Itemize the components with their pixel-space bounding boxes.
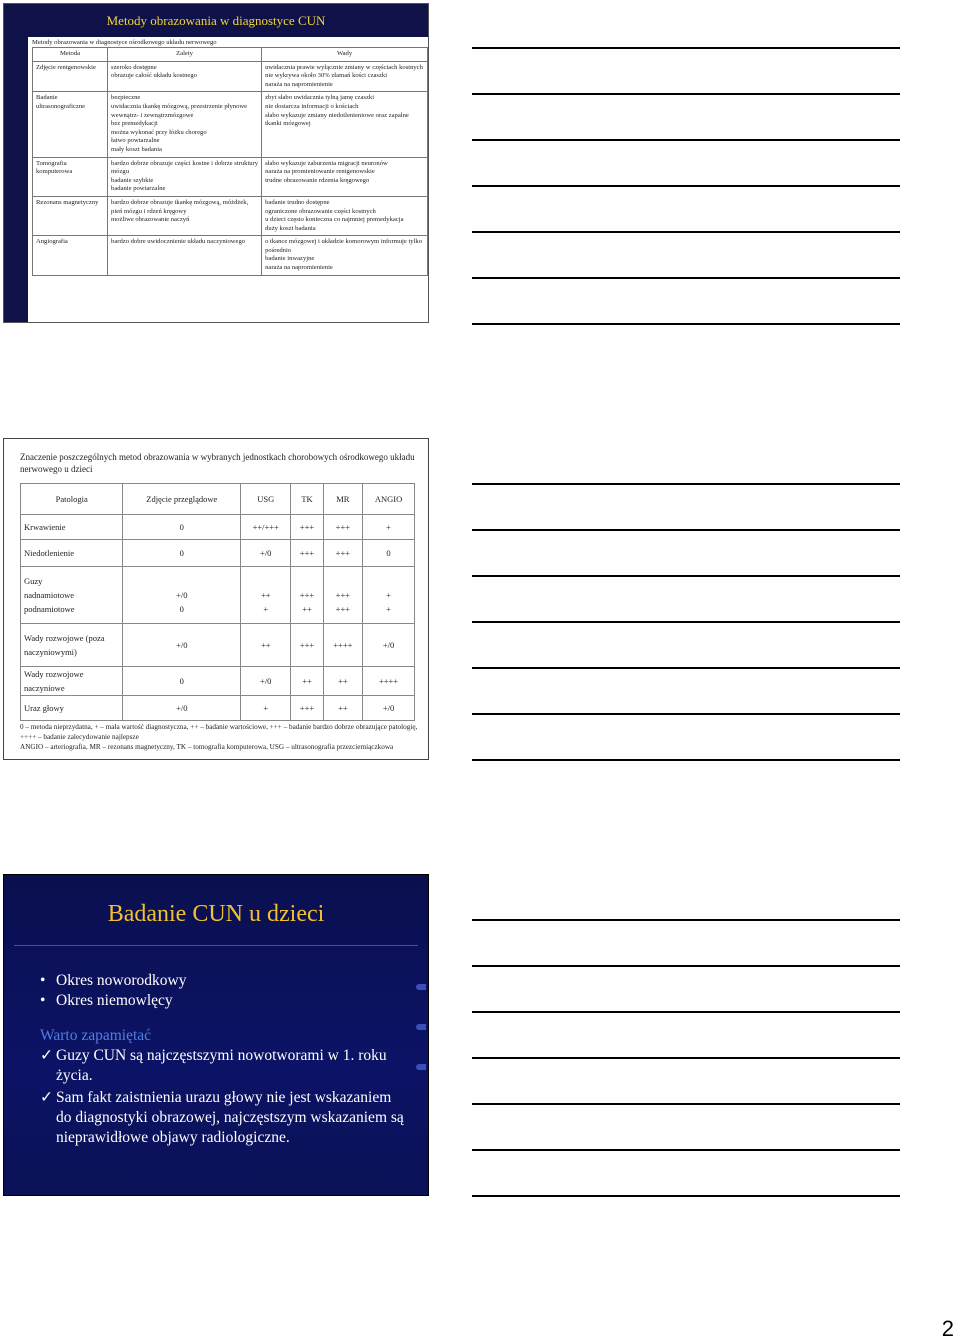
- checkmark-icon: ✓: [40, 1089, 53, 1106]
- table-cell: Wady rozwojowe (poza naczyniowymi): [21, 624, 123, 667]
- table-row: [33, 92, 428, 157]
- table-cell: Zdjęcie rentgenowskie: [33, 61, 108, 92]
- table-1-caption: Metody obrazowania w diagnostyce ośrodkowego układu nerwowego: [32, 39, 217, 46]
- column-header: Zdjęcie przeglądowe: [123, 484, 241, 515]
- table-cell: +: [241, 696, 291, 721]
- table-row: [33, 61, 428, 92]
- table-cell: o tkance mózgowej i układzie komorowym informuje tylko pośrednio badanie inwazyjne naraża na napromienienie: [262, 236, 428, 275]
- table-row: [21, 667, 415, 696]
- slide-3-body: [40, 971, 408, 1148]
- table-row: [33, 196, 428, 235]
- table-row: [21, 515, 415, 540]
- table-cell: +++: [291, 624, 323, 667]
- bullet-icon: •: [40, 972, 46, 989]
- table-cell: ++: [241, 624, 291, 667]
- table-row: [21, 567, 415, 624]
- slide-2: [3, 438, 429, 760]
- check-item: ✓ Guzy CUN są najczęstszymi nowotworami w 1. roku życia.: [40, 1047, 387, 1084]
- table-row: [21, 624, 415, 667]
- check-item: ✓ Sam fakt zaistnienia urazu głowy nie jest wskazaniem do diagnostyki obrazowej, najczęstszym wskazaniem są nieprawidłowe objawy radiologiczne.: [40, 1089, 404, 1146]
- notes-lines-1: [472, 47, 900, 369]
- table-cell: ++/+++: [241, 515, 291, 540]
- table-cell: +++: [323, 540, 362, 567]
- column-header: USG: [241, 484, 291, 515]
- slide-1: [3, 3, 429, 323]
- pathology-table: [20, 483, 415, 721]
- column-header: MR: [323, 484, 362, 515]
- table-cell: 0: [123, 540, 241, 567]
- slide-3-title: Badanie CUN u dzieci: [107, 901, 325, 927]
- table-cell: Angiografia: [33, 236, 108, 275]
- column-header: Metoda: [33, 48, 108, 62]
- table-row: [33, 157, 428, 196]
- table-row: [21, 696, 415, 721]
- methods-table: [32, 47, 428, 276]
- legend-line: ++++ – badanie zalecydowanie najlepsze: [20, 733, 139, 741]
- table-cell: zbyt słabo uwidacznia tylną jamę czaszki nie dostarcza informacji o kościach słabo wykazuje zmiany niedotlenieniowe oraz zapalne tkanki mózgowej: [262, 92, 428, 157]
- table-cell: +/0: [123, 696, 241, 721]
- table-cell: +/0: [241, 667, 291, 696]
- table-cell: badanie trudno dostępne ograniczone obrazowanie części kostnych u dzieci często konieczna co najmniej premedykacja duży koszt badania: [262, 196, 428, 235]
- table-cell: uwidacznia prawie wyłącznie zmiany w częściach kostnych nie wykrywa około 30% złamań kości czaszki naraża na napromienienie: [262, 61, 428, 92]
- table-cell: Tomografia komputerowa: [33, 157, 108, 196]
- table-cell: szeroko dostępne obrazuje całość układu kostnego: [108, 61, 262, 92]
- table-cell: +: [363, 515, 415, 540]
- table-cell: ++: [323, 667, 362, 696]
- table-cell: Krwawienie: [21, 515, 123, 540]
- table-cell: +++: [323, 515, 362, 540]
- table-cell: bardzo dobrze obrazuje tkankę mózgową, móżdżek, pień mózgu i rdzeń kręgowy możliwe obrazowanie naczyń: [108, 196, 262, 235]
- table-cell: + +: [363, 567, 415, 624]
- title-divider: [14, 945, 418, 946]
- table-cell: ++++: [323, 624, 362, 667]
- table-cell: +/0: [241, 540, 291, 567]
- table-cell: ++++: [363, 667, 415, 696]
- bullet-item: • Okres niemowlęcy: [40, 992, 173, 1009]
- notes-lines-2: [472, 483, 900, 805]
- table-cell: +/0: [363, 696, 415, 721]
- table-cell: ++: [291, 667, 323, 696]
- side-decoration: [416, 950, 428, 1110]
- table-cell: +++: [291, 696, 323, 721]
- table-cell: Niedotlenienie: [21, 540, 123, 567]
- table-cell: 0: [363, 540, 415, 567]
- column-header: ANGIO: [363, 484, 415, 515]
- table-cell: +/0: [123, 624, 241, 667]
- table-cell: 0: [123, 667, 241, 696]
- column-header: TK: [291, 484, 323, 515]
- slide-1-title: Metody obrazowania w diagnostyce CUN: [106, 13, 326, 28]
- table-cell: 0: [123, 515, 241, 540]
- table-cell: +/0: [363, 624, 415, 667]
- table-cell: Rezonans magnetyczny: [33, 196, 108, 235]
- notes-lines-3: [472, 919, 900, 1241]
- table-cell: bezpieczne uwidacznia tkankę mózgową, przestrzenie płynowe wewnątrz- i zewnątrzmózgowe bez premedykacji można wykonać przy łóżku chorego łatwo powtarzalne mały koszt badania: [108, 92, 262, 157]
- table-cell: +/0 0: [123, 567, 241, 624]
- slide-1-table-image: [28, 37, 429, 322]
- table-row: [21, 540, 415, 567]
- table-cell: Badanie ultrasonograficzne: [33, 92, 108, 157]
- checkmark-icon: ✓: [40, 1047, 53, 1064]
- table-cell: ++ +: [241, 567, 291, 624]
- page-number: 2: [941, 1316, 954, 1341]
- table-cell: ++: [323, 696, 362, 721]
- table-cell: Wady rozwojowe naczyniowe: [21, 667, 123, 696]
- bullet-icon: •: [40, 992, 46, 1009]
- column-header: Zalety: [108, 48, 262, 62]
- table-row: [33, 236, 428, 275]
- table-cell: bardzo dobre uwidocznienie układu naczyniowego: [108, 236, 262, 275]
- table-cell: +++: [291, 515, 323, 540]
- table-2-caption: Znaczenie poszczególnych metod obrazowania w wybranych jednostkach chorobowych ośrodkowego układu nerwowego u dzieci: [20, 452, 415, 474]
- table-cell: +++ +++: [323, 567, 362, 624]
- column-header: Patologia: [21, 484, 123, 515]
- remember-heading: Warto zapamiętać: [40, 1027, 152, 1044]
- slide-3: [3, 874, 429, 1196]
- table-cell: +++: [291, 540, 323, 567]
- table-cell: Uraz głowy: [21, 696, 123, 721]
- bullet-item: • Okres noworodkowy: [40, 972, 187, 989]
- legend-line: ANGIO – arteriografia, MR – rezonans magnetyczny, TK – tomografia komputerowa, USG – ultrasonografia przezciemiączkowa: [20, 743, 394, 751]
- legend-line: 0 – metoda nieprzydatna, + – mała wartość diagnostyczna, ++ – badanie wartościowe, +++ – badanie bardzo dobrze obrazujące patologię,: [20, 723, 418, 731]
- table-2-legend: [20, 722, 420, 752]
- table-cell: +++ ++: [291, 567, 323, 624]
- table-cell: Guzy nadnamiotowe podnamiotowe: [21, 567, 123, 624]
- column-header: Wady: [262, 48, 428, 62]
- table-cell: bardzo dobrze obrazuje części kostne i dobrze struktury mózgu badanie szybkie badanie powtarzalne: [108, 157, 262, 196]
- table-cell: słabo wykazuje zaburzenia migracji neuronów naraża na promieniowanie rentgenowskie trudne obrazowanie rdzenia kręgowego: [262, 157, 428, 196]
